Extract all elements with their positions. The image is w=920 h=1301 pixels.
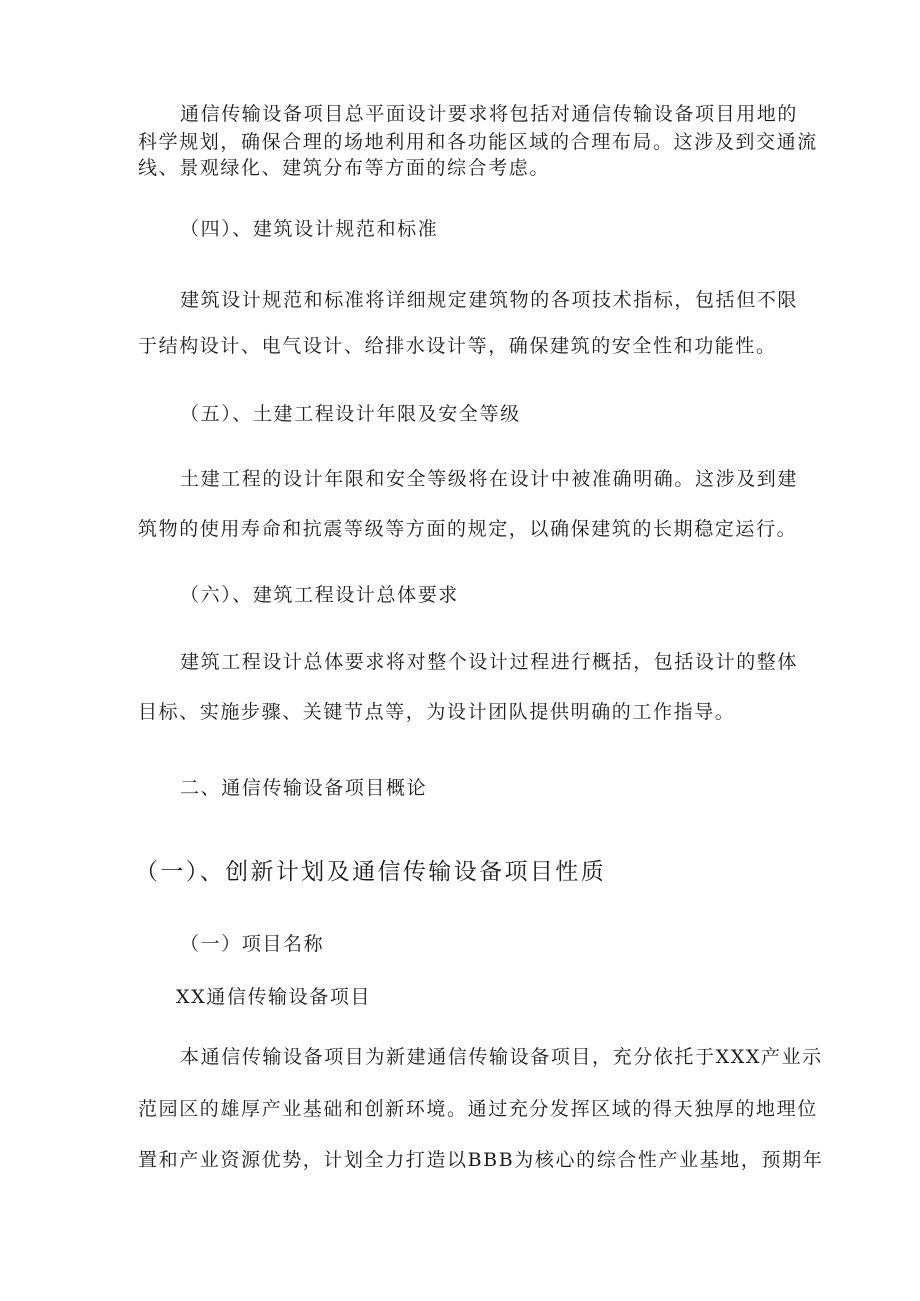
paragraph-section-6-line-1: 建筑工程设计总体要求将对整个设计过程进行概括，包括设计的整体 bbox=[180, 651, 799, 673]
paragraph-general-layout-line-1: 通信传输设备项目总平面设计要求将包括对通信传输设备项目用地的 bbox=[180, 103, 799, 125]
paragraph-project-intro-line-2: 范园区的雄厚产业基础和创新环境。通过充分发挥区域的得天独厚的地理位 bbox=[138, 1098, 818, 1120]
section-heading-5: （五）、土建工程设计年限及安全等级 bbox=[180, 403, 521, 425]
item-heading-project-name: （一）项目名称 bbox=[180, 933, 325, 955]
paragraph-section-6-line-2: 目标、实施步骤、关键节点等，为设计团队提供明确的工作指导。 bbox=[138, 701, 736, 723]
paragraph-project-intro-line-3: 置和产业资源优势，计划全力打造以BBB为核心的综合性产业基地，预期年 bbox=[138, 1149, 824, 1171]
chapter-subheading-2-1: （一）、创新计划及通信传输设备项目性质 bbox=[135, 859, 607, 885]
paragraph-general-layout-line-3: 线、景观绿化、建筑分布等方面的综合考虑。 bbox=[138, 157, 551, 179]
paragraph-section-5-line-2: 筑物的使用寿命和抗震等级等方面的规定，以确保建筑的长期稳定运行。 bbox=[138, 518, 798, 540]
chapter-heading-2: 二、通信传输设备项目概论 bbox=[180, 777, 428, 799]
paragraph-general-layout-line-2: 科学规划，确保合理的场地利用和各功能区域的合理布局。这涉及到交通流 bbox=[138, 131, 818, 153]
paragraph-section-4-line-2: 于结构设计、电气设计、给排水设计等，确保建筑的安全性和功能性。 bbox=[138, 335, 777, 357]
paragraph-section-4-line-1: 建筑设计规范和标准将详细规定建筑物的各项技术指标，包括但不限 bbox=[180, 289, 799, 311]
paragraph-project-intro-line-1: 本通信传输设备项目为新建通信传输设备项目，充分依托于XXX产业示 bbox=[180, 1046, 823, 1068]
paragraph-section-5-line-1: 土建工程的设计年限和安全等级将在设计中被准确明确。这涉及到建 bbox=[180, 468, 799, 490]
project-name-value: XX通信传输设备项目 bbox=[176, 986, 372, 1008]
section-heading-4: （四）、建筑设计规范和标准 bbox=[180, 218, 439, 240]
section-heading-6: （六）、建筑工程设计总体要求 bbox=[180, 584, 459, 606]
